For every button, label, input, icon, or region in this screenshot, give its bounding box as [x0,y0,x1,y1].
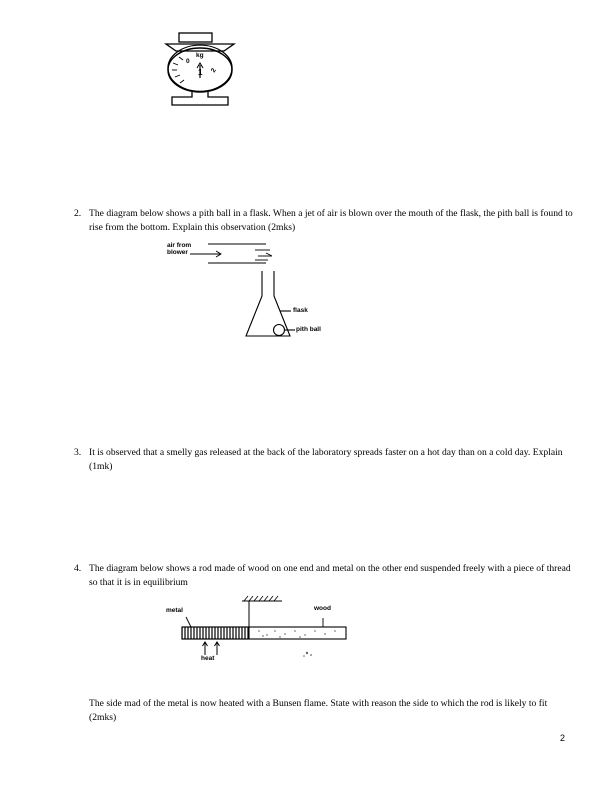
label-flask: flask [293,307,308,314]
scale-dial-one: 1 [198,68,203,77]
question-number: 3. [74,447,82,458]
label-wood: wood [314,605,331,612]
question-text: The diagram below shows a pith ball in a flask. When a jet of air is blown over the mouth of the flask, the pith ball is found to rise from the bottom. Explain this observation (2mks) [89,208,573,233]
scale-dial-two: 2 [209,67,218,74]
label-pith-ball: pith ball [296,326,321,333]
question-followup-text: The side mad of the metal is now heated with a Bunsen flame. State with reason the side to which the rod is likely to fit (2mks) [89,698,548,723]
label-air-from: air from [167,242,192,249]
scale-unit-label: kg [196,52,204,59]
label-blower: blower [167,249,188,256]
question-number: 2. [74,208,82,219]
scale-dial-zero: 0 [186,58,190,65]
question-text: It is observed that a smelly gas released at the back of the laboratory spreads faster on a hot day than on a cold day. Explain (1mk) [89,447,563,472]
label-metal: metal [166,607,183,614]
question-number: 4. [74,563,82,574]
label-heat: heat [201,655,215,662]
page-number: 2 [560,733,566,743]
flask-pith-ball-figure [160,238,360,353]
question-text: The diagram below shows a rod made of wood on one end and metal on the other end suspended freely with a piece of thread so that it is in equilibrium [89,563,571,588]
